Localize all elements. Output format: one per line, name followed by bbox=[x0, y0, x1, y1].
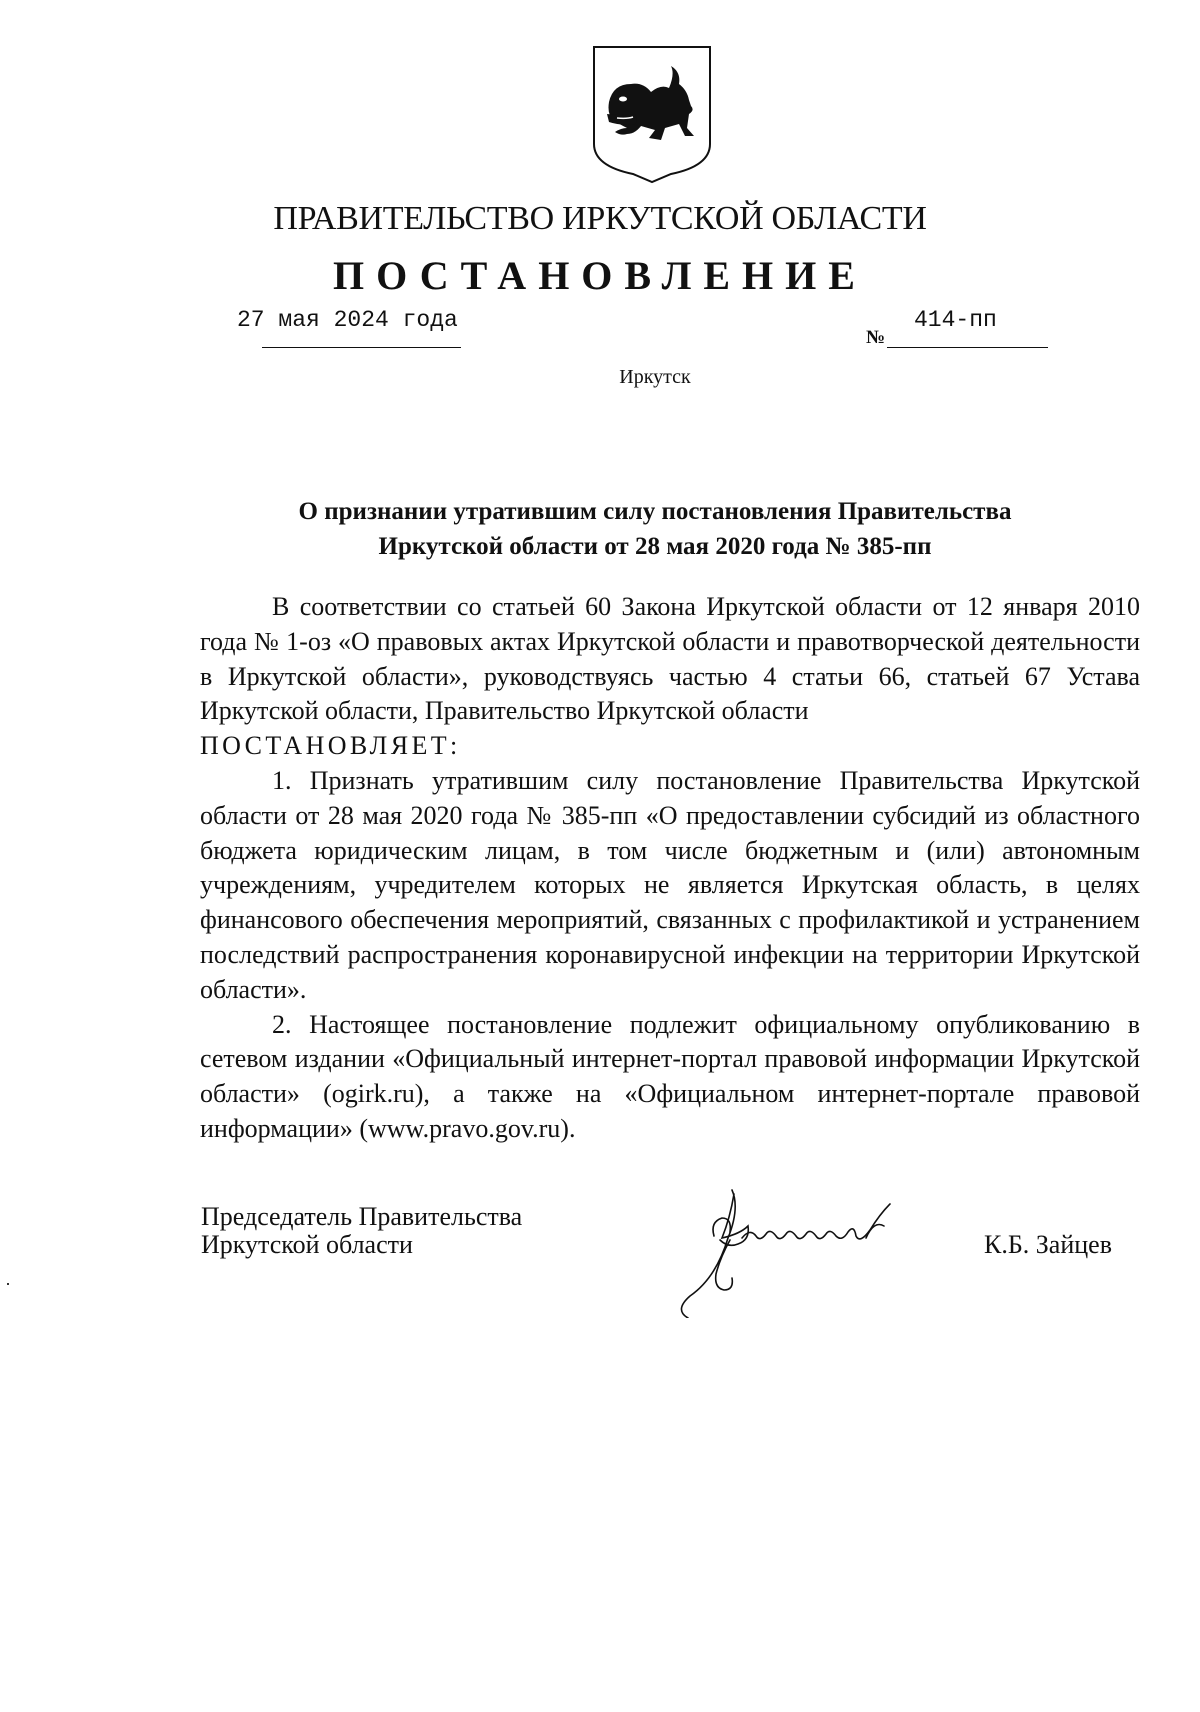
title-line-1: О признании утратившим силу постановления Правительства bbox=[298, 498, 1012, 525]
document-type: ПОСТАНОВЛЕНИЕ bbox=[333, 253, 867, 298]
document-body bbox=[200, 590, 1140, 1147]
item-2-paragraph: 2. Настоящее постановление подлежит официальному опубликованию в сетевом издании «Официальный интернет-портал правовой информации Иркутской области» (ogirk.ru), а также на «Официальном интернет-портале правовой информации» (www.pravo.gov.ru). bbox=[200, 1009, 1140, 1143]
signatory-name: К.Б. Зайцев bbox=[984, 1230, 1112, 1259]
document-number: 414-пп bbox=[914, 307, 997, 333]
title-line-2: Иркутской области от 28 мая 2020 года № 385-пп bbox=[378, 533, 932, 560]
signatory-role-line-2: Иркутской области bbox=[201, 1230, 413, 1259]
date-underline bbox=[262, 347, 461, 348]
scan-speck bbox=[7, 1283, 9, 1285]
irkutsk-coat-of-arms-icon bbox=[591, 44, 713, 184]
decree-heading: ПОСТАНОВЛЯЕТ: bbox=[200, 731, 461, 761]
preamble-paragraph: В соответствии со статьей 60 Закона Иркутской области от 12 января 2010 года № 1-оз «О правовых актах Иркутской области и правотворческой деятельности в Иркутской области», руководствуясь частью 4 статьи 66, статьей 67 Устава Иркутской области, Правительство Иркутской области bbox=[200, 592, 1140, 726]
government-name: ПРАВИТЕЛЬСТВО ИРКУТСКОЙ ОБЛАСТИ bbox=[273, 200, 927, 237]
number-underline bbox=[887, 347, 1048, 348]
handwritten-signature bbox=[670, 1178, 935, 1318]
signatory-role-line-1: Председатель Правительства bbox=[201, 1202, 523, 1231]
city: Иркутск bbox=[619, 366, 691, 388]
item-1-paragraph: 1. Признать утратившим силу постановление Правительства Иркутской области от 28 мая 2020 года № 385-пп «О предоставлении субсидий из областного бюджета юридическим лицам, в том числе бюджетным и (или) автономным учреждениям, учредителем которых не является Иркутская область, в целях финансового обеспечения мероприятий, связанных с профилактикой и устранением последствий распространения коронавирусной инфекции на территории Иркутской области». bbox=[200, 765, 1140, 1004]
number-sign: № bbox=[866, 327, 886, 348]
document-title bbox=[200, 494, 1110, 564]
signatory-role bbox=[201, 1203, 522, 1259]
document-date: 27 мая 2024 года bbox=[237, 307, 458, 333]
